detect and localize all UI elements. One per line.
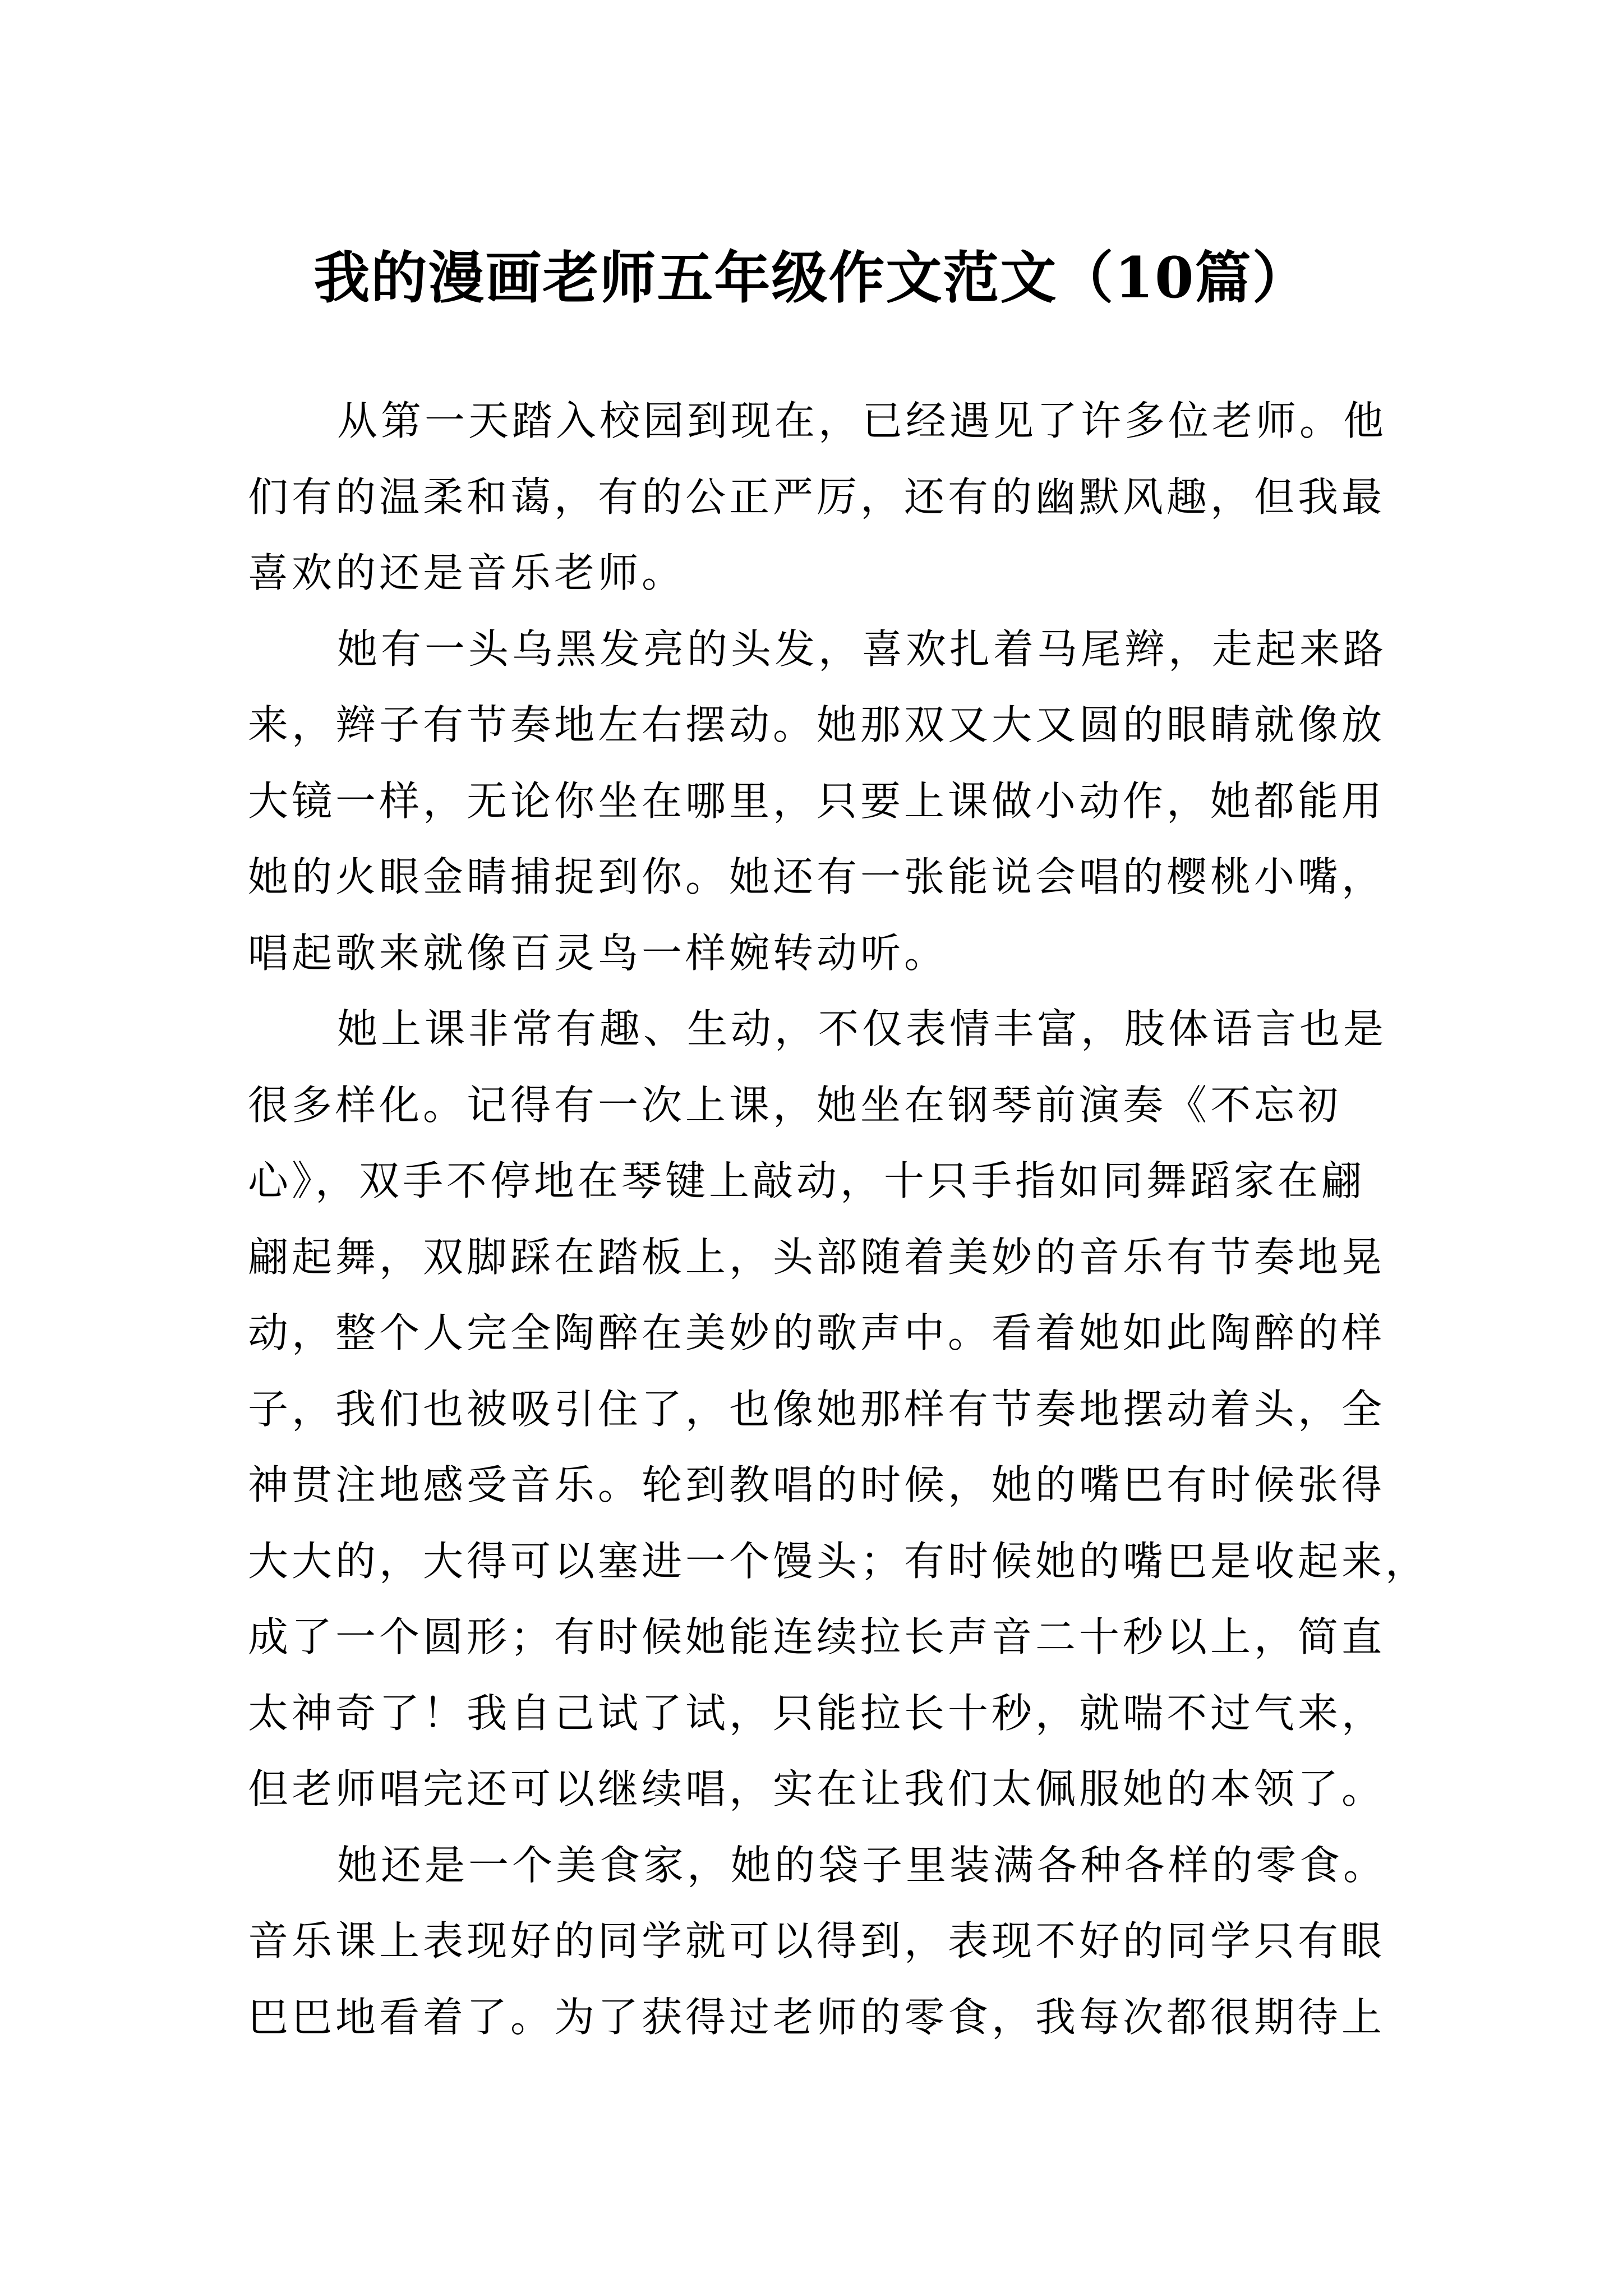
text-line: 她上课非常有趣、生动，不仅表情丰富，肢体语言也是 bbox=[337, 1005, 1387, 1052]
text-line: 太神奇了！我自己试了试，只能拉长十秒，就喘不过气来， bbox=[248, 1689, 1386, 1737]
text-line: 喜欢的还是音乐老师。 bbox=[248, 549, 686, 596]
text-line: 神贯注地感受音乐。轮到教唱的时候，她的嘴巴有时候张得 bbox=[248, 1461, 1386, 1508]
text-line: 动，整个人完全陶醉在美妙的歌声中。看着她如此陶醉的样 bbox=[248, 1309, 1386, 1356]
text-line: 心》，双手不停地在琴键上敲动，十只手指如同舞蹈家在翩 bbox=[248, 1157, 1366, 1204]
document-body bbox=[248, 383, 1430, 2055]
text-line: 翩起舞，双脚踩在踏板上，头部随着美妙的音乐有节奏地晃 bbox=[248, 1233, 1386, 1281]
text-line: 很多样化。记得有一次上课，她坐在钢琴前演奏《不忘初 bbox=[248, 1081, 1342, 1129]
text-line: 她有一头乌黑发亮的头发，喜欢扎着马尾辫，走起来路 bbox=[337, 625, 1387, 673]
text-line: 大镜一样，无论你坐在哪里，只要上课做小动作，她都能用 bbox=[248, 777, 1386, 825]
text-line: 巴巴地看着了。为了获得过老师的零食，我每次都很期待上 bbox=[248, 1993, 1386, 2041]
text-line: 大大的，大得可以塞进一个馒头；有时候她的嘴巴是收起来， bbox=[248, 1537, 1430, 1585]
text-line: 子，我们也被吸引住了，也像她那样有节奏地摆动着头，全 bbox=[248, 1385, 1386, 1433]
text-line: 她的火眼金睛捕捉到你。她还有一张能说会唱的樱桃小嘴， bbox=[248, 853, 1386, 900]
text-line: 成了一个圆形；有时候她能连续拉长声音二十秒以上，简直 bbox=[248, 1613, 1386, 1660]
text-line: 唱起歌来就像百灵鸟一样婉转动听。 bbox=[248, 929, 948, 977]
document-title: 我的漫画老师五年级作文范文（10篇） bbox=[313, 245, 1310, 311]
text-line: 但老师唱完还可以继续唱，实在让我们太佩服她的本领了。 bbox=[248, 1765, 1386, 1812]
text-line: 音乐课上表现好的同学就可以得到，表现不好的同学只有眼 bbox=[248, 1917, 1386, 1964]
text-line: 她还是一个美食家，她的袋子里装满各种各样的零食。 bbox=[337, 1841, 1387, 1889]
text-line: 们有的温柔和蔼，有的公正严厉，还有的幽默风趣，但我最 bbox=[248, 473, 1386, 521]
text-line: 从第一天踏入校园到现在，已经遇见了许多位老师。他 bbox=[337, 397, 1387, 444]
text-line: 来，辫子有节奏地左右摆动。她那双又大又圆的眼睛就像放 bbox=[248, 701, 1386, 748]
